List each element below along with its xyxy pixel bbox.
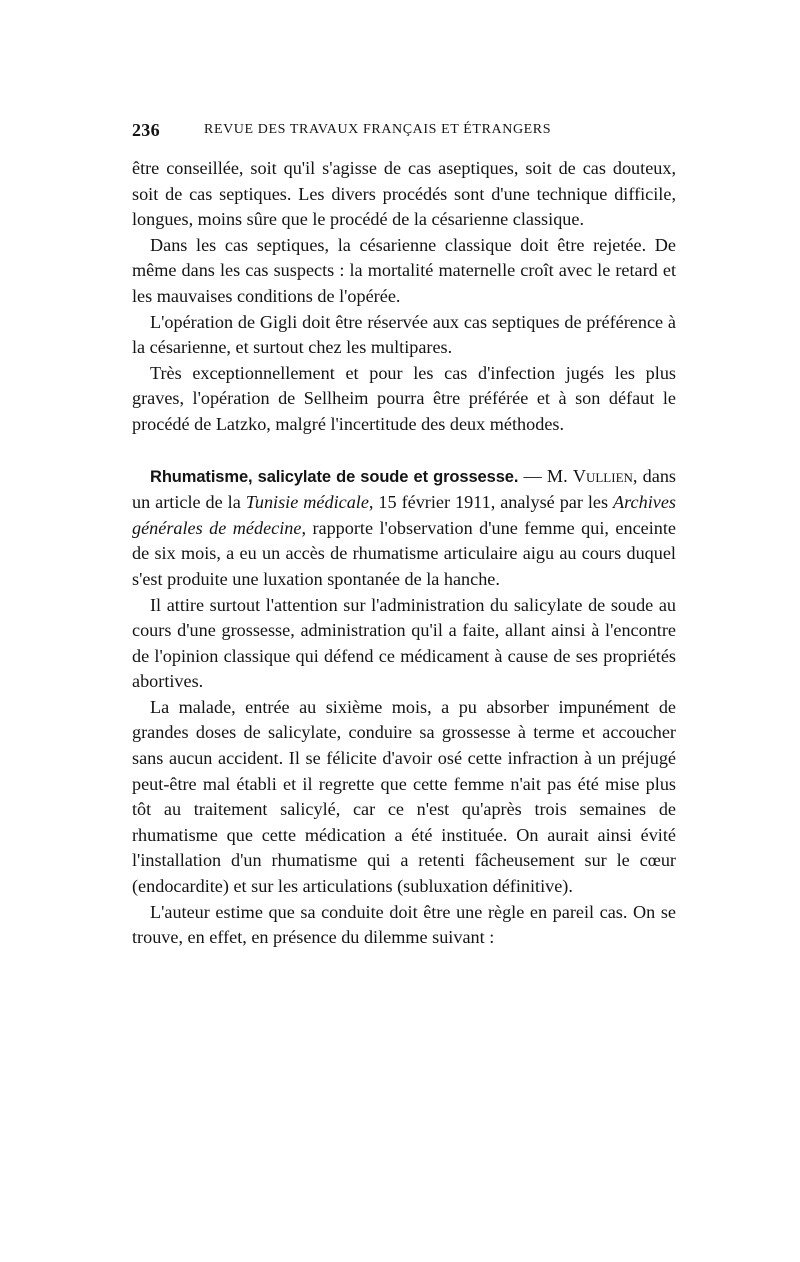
section-title: Rhumatisme, salicylate de soude et grossesse. xyxy=(150,467,519,486)
paragraph: Dans les cas septiques, la césarienne classique doit être rejetée. De même dans les cas suspects : la mortalité maternelle croît avec le retard et les mauvaises conditions de l'opérée. xyxy=(132,234,676,306)
source-journal: Tunisie médicale xyxy=(245,492,369,513)
journal-title: REVUE DES TRAVAUX FRANÇAIS ET ÉTRANGERS xyxy=(204,122,552,137)
intro-text: , 15 février 1911, analysé par les xyxy=(368,492,614,513)
paragraph: Il attire surtout l'attention sur l'administration du salicylate de soude au cours d'une grossesse, administration qu'il a faite, allant ainsi à l'encontre de l'opinion classique qui défend ce médicament à cause de ses propriétés abortives. xyxy=(132,594,676,692)
author-name: Vullien xyxy=(572,465,633,486)
article-section xyxy=(132,464,676,951)
page-number: 236 xyxy=(132,120,160,140)
intro-text: , dans un article de la xyxy=(132,465,677,513)
continued-text xyxy=(132,156,676,438)
paragraph: être conseillée, soit qu'il s'agisse de cas aseptiques, soit de cas douteux, soit de cas septiques. Les divers procédés sont d'une technique difficile, longues, moins sûre que le procédé de la césarienne classique. xyxy=(132,158,676,230)
book-page xyxy=(132,118,676,951)
paragraph: L'opération de Gigli doit être réservée aux cas septiques de préférence à la césarienne, et surtout chez les multipares. xyxy=(132,311,676,358)
source-archives: Archives générales de médecine xyxy=(132,492,677,538)
paragraph: L'auteur estime que sa conduite doit être une règle en pareil cas. On se trouve, en effet, en présence du dilemme suivant : xyxy=(132,901,676,948)
section-intro-paragraph xyxy=(132,464,676,593)
running-head xyxy=(132,118,676,146)
intro-dash: — M. xyxy=(518,465,573,486)
paragraph: Très exceptionnellement et pour les cas d'infection jugés les plus graves, l'opération de Sellheim pourra être préférée et à son défaut le procédé de Latzko, malgré l'incertitude des deux méthodes. xyxy=(132,362,676,434)
intro-text: , rapporte l'observation d'une femme qui, enceinte de six mois, a eu un accès de rhumatisme articulaire aigu au cours duquel s'est produite une luxation spontanée de la hanche. xyxy=(132,517,676,589)
paragraph: La malade, entrée au sixième mois, a pu absorber impunément de grandes doses de salicylate, conduire sa grossesse à terme et accoucher sans aucun accident. Il se félicite d'avoir osé cette infraction à un préjugé peut-être mal établi et il regrette que cette femme n'ait pas été mise plus tôt au traitement salicylé, car ce n'est qu'après trois semaines de rhumatisme que cette médication a été instituée. On aurait ainsi évité l'installation d'un rhumatisme qui a retenti fâcheusement sur le cœur (endocardite) et sur les articulations (subluxation définitive). xyxy=(132,696,676,897)
